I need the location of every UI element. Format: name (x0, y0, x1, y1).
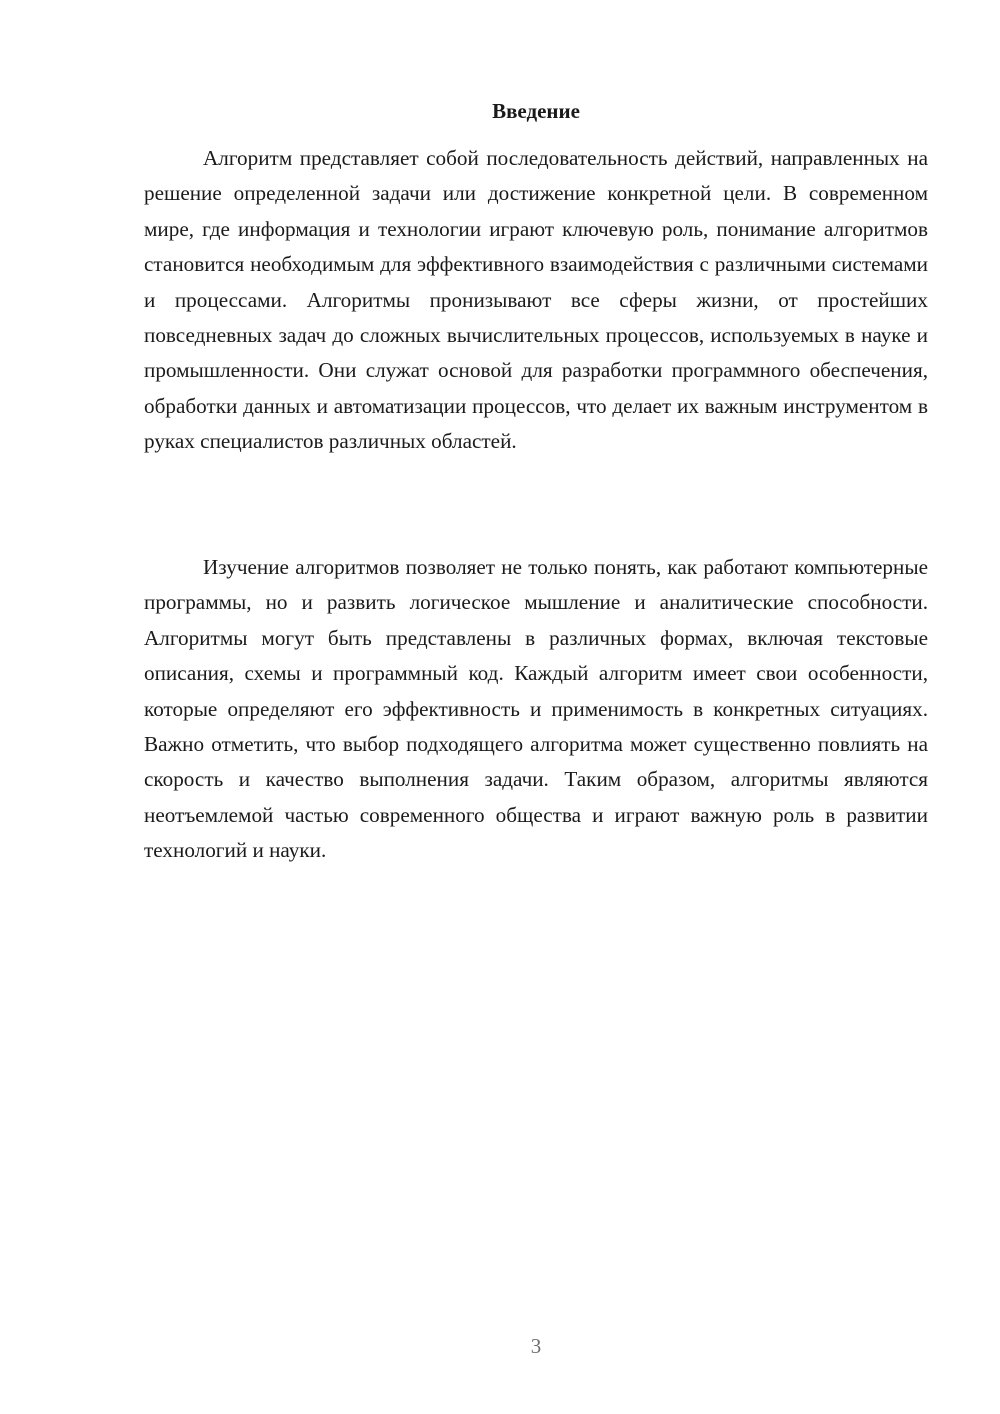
section-heading: Введение (492, 99, 580, 123)
paragraph-introduction: Алгоритм представляет собой последовательность действий, направленных на решение определенной задачи или достижение конкретной цели. В современном мире, где информация и технологии играют ключевую роль, понимание алгоритмов становится необходимым для эффективного взаимодействия с различными системами и процессами. Алгоритмы пронизывают все сферы жизни, от простейших повседневных задач до сложных вычислительных процессов, используемых в науке и промышленности. Они служат основой для разработки программного обеспечения, обработки данных и автоматизации процессов, что делает их важным инструментом в руках специалистов различных областей. (144, 146, 928, 454)
paragraph-study-of-algorithms: Изучение алгоритмов позволяет не только понять, как работают компьютерные программы, но и развить логическое мышление и аналитические способности. Алгоритмы могут быть представлены в различных формах, включая текстовые описания, схемы и программный код. Каждый алгоритм имеет свои особенности, которые определяют его эффективность и применимость в конкретных ситуациях. Важно отметить, что выбор подходящего алгоритма может существенно повлиять на скорость и качество выполнения задачи. Таким образом, алгоритмы являются неотъемлемой частью современного общества и играют важную роль в развитии технологий и науки. (144, 555, 928, 863)
page-number: 3 (530, 1334, 542, 1358)
